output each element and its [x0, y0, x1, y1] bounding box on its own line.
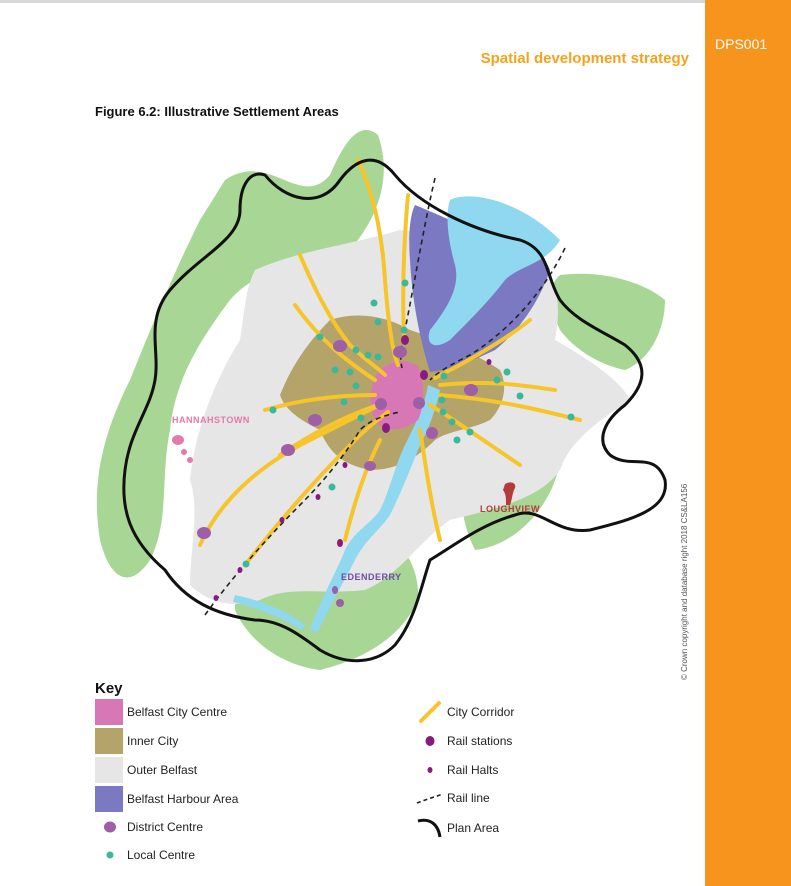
- rail-halt-marker: [280, 517, 285, 523]
- local-centre-marker: [494, 377, 501, 384]
- local-centre-marker: [317, 334, 324, 341]
- district-centre-marker: [464, 384, 478, 396]
- local-centre-marker: [401, 327, 408, 334]
- rail-halt-symbol: [415, 757, 445, 783]
- key-label: Inner City: [127, 734, 179, 748]
- district-centre-marker: [308, 414, 322, 426]
- local-centre-marker: [365, 352, 372, 359]
- local-centre-marker: [375, 354, 382, 361]
- local-centre-marker: [440, 409, 447, 416]
- key-label: Belfast Harbour Area: [127, 792, 239, 806]
- district-centre-symbol: [95, 814, 125, 840]
- district-centre-marker: [333, 340, 347, 352]
- district-centre-marker: [364, 461, 376, 471]
- rail-station-marker: [420, 370, 428, 380]
- outer-belfast-swatch: [95, 757, 123, 783]
- local-centre-marker: [517, 393, 524, 400]
- local-centre-marker: [375, 319, 382, 326]
- key-label: Belfast City Centre: [127, 705, 228, 719]
- local-centre-marker: [454, 437, 461, 444]
- local-centre-marker: [270, 407, 277, 414]
- hannahstown-settlement: [172, 435, 193, 463]
- local-centre-marker: [329, 484, 336, 491]
- key-item-inner-city: [95, 727, 178, 755]
- section-title: Spatial development strategy: [480, 50, 689, 67]
- rail-station-marker: [382, 423, 390, 433]
- local-centre-marker: [332, 367, 339, 374]
- local-centre-marker: [449, 419, 456, 426]
- rail-line-symbol: [415, 785, 445, 811]
- document-code: DPS001: [715, 36, 768, 52]
- key-item-local-centre: [95, 841, 195, 869]
- label-edenderry: EDENDERRY: [341, 572, 402, 582]
- rail-station-marker: [401, 335, 409, 345]
- key-item-rail-stations: [415, 727, 512, 755]
- key-label: City Corridor: [447, 705, 515, 719]
- key-item-city-corridor: [415, 698, 514, 726]
- key-label: Rail line: [447, 791, 490, 805]
- local-centre-marker: [402, 280, 409, 287]
- key-label: Rail Halts: [447, 763, 499, 777]
- local-centre-marker: [358, 415, 365, 422]
- rail-halt-marker: [487, 359, 492, 365]
- district-centre-marker: [413, 397, 425, 409]
- rail-halt-marker: [214, 595, 219, 601]
- key-label: Outer Belfast: [127, 763, 198, 777]
- copyright-note: © Crown copyright and database right 2018 CS&LA156: [680, 483, 689, 680]
- key-item-rail-line: [415, 784, 490, 812]
- key-label: Local Centre: [127, 848, 196, 862]
- rail-halt-marker: [343, 462, 348, 468]
- key-title: Key: [95, 680, 123, 697]
- district-centre-marker: [281, 444, 295, 456]
- inner-city-swatch: [95, 728, 123, 754]
- local-centre-marker: [441, 373, 448, 380]
- local-centre-marker: [568, 414, 575, 421]
- district-centre-marker: [426, 427, 438, 439]
- district-centre-marker: [375, 398, 387, 410]
- plan-area-symbol: [415, 815, 445, 841]
- key-label: Plan Area: [447, 821, 500, 835]
- key-label: District Centre: [127, 820, 204, 834]
- rail-halt-marker: [238, 567, 243, 573]
- key-item-rail-halts: [415, 756, 498, 784]
- local-centre-marker: [371, 300, 378, 307]
- key-item-outer-belfast: [95, 756, 197, 784]
- key-label: Rail stations: [447, 734, 513, 748]
- district-centre-marker: [393, 346, 407, 358]
- local-centre-marker: [439, 397, 446, 404]
- key-item-belfast-city-centre: [95, 698, 227, 726]
- district-centre-marker: [197, 527, 211, 539]
- local-centre-marker: [353, 347, 360, 354]
- rail-station-marker: [337, 539, 343, 547]
- city-corridor-symbol: [415, 699, 445, 725]
- local-centre-marker: [504, 369, 511, 376]
- label-loughview: LOUGHVIEW: [480, 504, 540, 514]
- local-centre-marker: [467, 429, 474, 436]
- local-centre-marker: [353, 383, 360, 390]
- local-centre-marker: [341, 399, 348, 406]
- key-item-harbour-area: [95, 785, 238, 813]
- key-item-district-centre: [95, 813, 203, 841]
- local-centre-marker: [347, 369, 354, 376]
- city-centre-swatch: [95, 699, 123, 725]
- figure-title: Figure 6.2: Illustrative Settlement Areas: [95, 104, 339, 119]
- local-centre-marker: [243, 561, 250, 568]
- label-hannahstown: HANNAHSTOWN: [172, 415, 250, 425]
- rail-station-symbol: [415, 728, 445, 754]
- local-centre-symbol: [95, 842, 125, 868]
- rail-halt-marker: [316, 494, 321, 500]
- harbour-swatch: [95, 786, 123, 812]
- key-item-plan-area: [415, 814, 499, 842]
